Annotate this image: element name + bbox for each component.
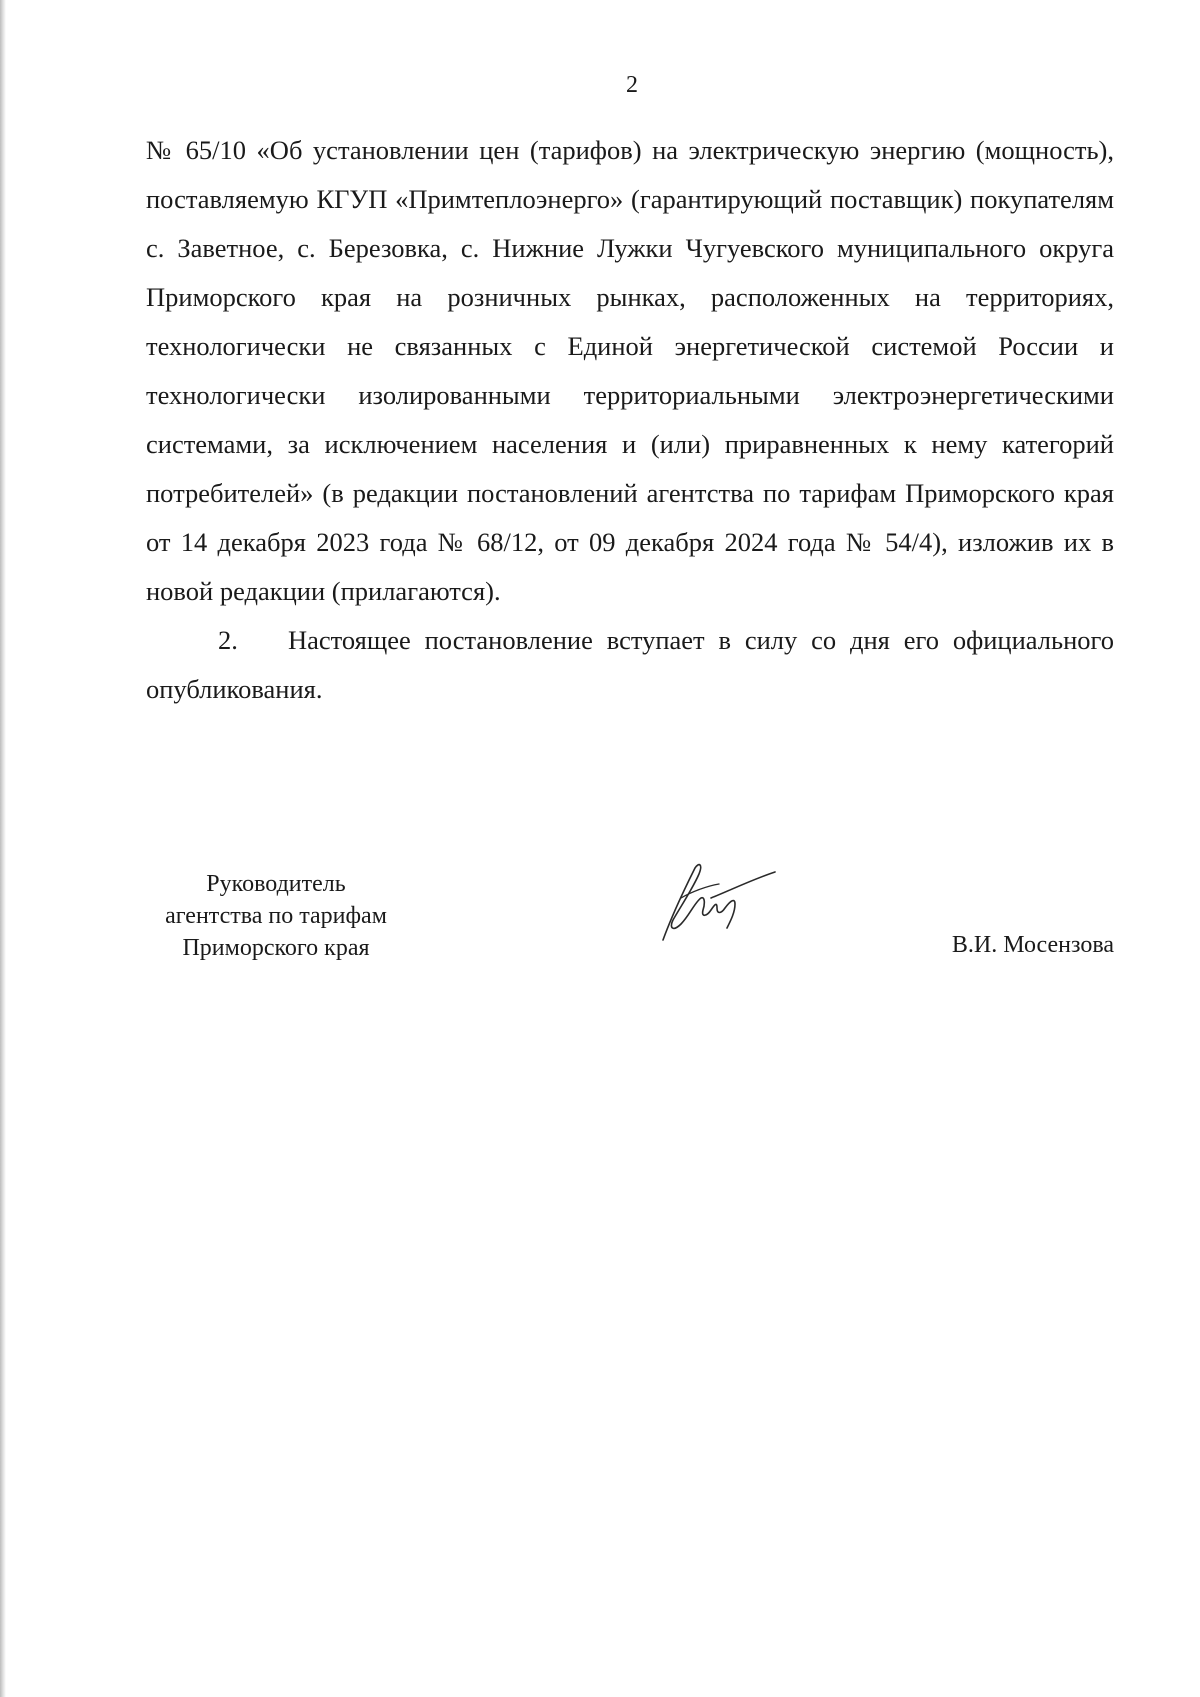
position-line: Приморского края bbox=[182, 935, 370, 961]
paragraph-continuation: № 65/10 «Об установлении цен (тарифов) на электрическую энергию (мощность), поставляемую КГУП «Примтеплоэнерго» (гарантирующий поставщик) покупателям с. Заветное, с. Березовка, с. Нижние Лужки Чугуевского муниципального округа Приморского края на розничных рынках, расположенных на территориях, технологически не связанных с Единой энергетической системой России и технологически изолированными территориальными электроэнергетическими системами, за исключением населения и (или) приравненных к нему категорий потребителей» (в редакции постановлений агентства по тарифам Приморского края от 14 декабря 2023 года № 68/12, от 09 декабря 2024 года № 54/4), изложив их в новой редакции (прилагаются). bbox=[146, 135, 1114, 606]
item-number: 2. bbox=[218, 625, 238, 655]
scan-edge-shadow bbox=[0, 0, 6, 1697]
item-text: Настоящее постановление вступает в силу со дня его официального опубликования. bbox=[146, 625, 1114, 704]
signer-position bbox=[146, 868, 406, 964]
position-line: агентства по тарифам bbox=[165, 903, 387, 929]
page-number: 2 bbox=[626, 72, 638, 98]
signature-block bbox=[146, 868, 1114, 978]
position-line: Руководитель bbox=[206, 871, 346, 897]
document-body bbox=[146, 126, 1114, 714]
numbered-item-2 bbox=[146, 616, 1114, 714]
handwritten-signature bbox=[651, 858, 781, 948]
signer-name: В.И. Мосензова bbox=[951, 932, 1114, 958]
